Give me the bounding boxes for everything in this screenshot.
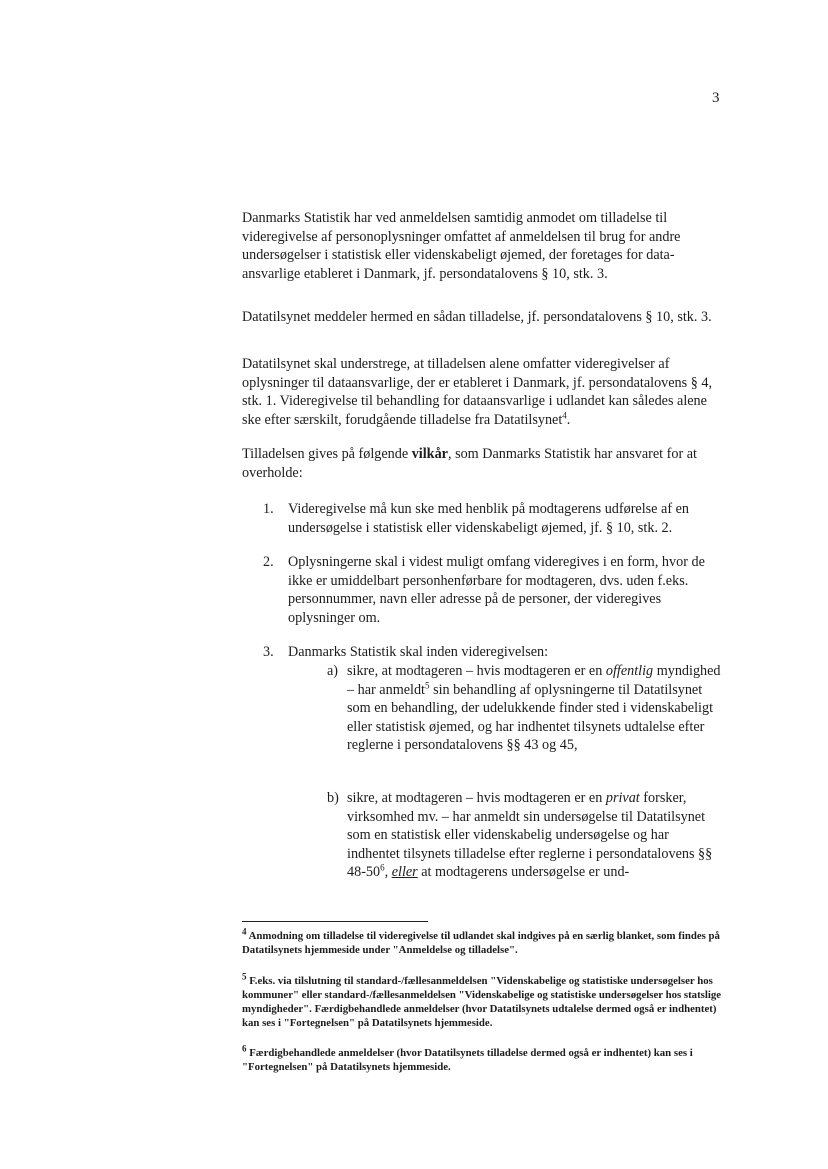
condition-text-2: Oplysningerne skal i videst muligt omfang videregives i en form, hvor de ikke er umiddelbart personhenførbare for modtageren, dvs. uden f.eks. personnummer, navn eller adresse på de personer, der videregives oplysninger om. (288, 554, 705, 626)
condition-text-3: Danmarks Statistik skal inden videregivelsen: (288, 644, 549, 660)
subcondition-text-b: sikre, at modtageren – hvis modtageren er en privat forsker, virksomhed mv. – har anmeldt sin undersøgelse til Datatilsynet som en statistisk eller videnskabelig undersøgelse og har indhentet tilsynets tilladelse efter reglerne i persondatalovens §§ $48-50^6$, eller at modtagerens undersøgelse er und- (347, 790, 713, 881)
footnote-ref-5[interactable]: 5 (425, 679, 430, 690)
footnote-ref-4[interactable]: 4 (562, 410, 567, 421)
conditions-intro-after: , som Danmarks Statistik har ansvaret for at overholde: (242, 446, 697, 481)
paragraph-restriction-text: Datatilsynet skal understrege, at tilladelsen alene omfatter videregivelser af oplysninger til dataansvarlige, der er etableret i Danmark, jf. persondatalovens § 4, stk. 1. Videregivelse til behandling for dataansvarlige i udlandet kan således alene ske efter særskilt, forudgående tilladelse fra Datatilsynet (242, 356, 712, 428)
footnote-divider (242, 921, 428, 922)
paragraph-permission: Datatilsynet meddeler hermed en sådan tilladelse, jf. persondatalovens § 10, stk. 3. (242, 309, 712, 325)
footnote-6-text: Færdigbehandlede anmeldelser (hvor Datatilsynets tilladelse dermed også er indhentet) kan ses i "Fortegnelsen" på Datatilsynets hjemmeside. (242, 1047, 693, 1073)
footnote-6-number: 6 (242, 1043, 247, 1054)
condition-number-2: 2. (263, 554, 274, 570)
condition-text-1: Videregivelse må kun ske med henblik på modtagerens udførelse af en undersøgelse i statistisk eller videnskabeligt øjemed, jf. § 10, stk. 2. (288, 501, 689, 536)
subcondition-text-a: sikre, at modtageren – hvis modtageren er en offentlig myndighed – har anmeldt$^5$ sin behandling af oplysningerne til Datatilsynet som en behandling, der udelukkende finder sted i videnskabeligt eller statistisk øjemed, og har indhentet tilsynets udtalelse efter reglerne i persondatalovens §§ 43 og 45, (347, 663, 721, 754)
conditions-intro-bold: vilkår (411, 446, 448, 462)
subcondition-label-b: b) (327, 790, 339, 806)
condition-number-1: 1. (263, 501, 274, 517)
footnote-4 (242, 926, 724, 957)
paragraph-conditions-intro (242, 445, 722, 482)
footnote-5-number: 5 (242, 971, 247, 982)
condition-number-3: 3. (263, 644, 274, 660)
footnote-6 (242, 1043, 724, 1074)
paragraph-request: Danmarks Statistik har ved anmeldelsen samtidig anmodet om tilladelse til videregivelse af personoplysninger omfattet af anmeldelsen til brug for andre undersøgelser i statistisk eller videnskabeligt øjemed, der foretages for dataansvarlige etableret i Danmark, jf. persondatalovens § 10, stk. 3. (242, 210, 681, 282)
subcondition-label-a: a) (327, 663, 339, 679)
italic-privat: privat (605, 790, 640, 806)
emphasis-eller: eller (391, 864, 418, 881)
paragraph-restriction-end: . (566, 411, 571, 428)
footnote-5-text: F.eks. via tilslutning til standard-/fællesanmeldelsen "Videnskabelige og statistiske undersøgelser hos kommuner" eller standard-/fællesanmeldelsen "Videnskabelige og statistiske undersøgelser hos statslige myndigheder". Færdigbehandlede anmeldelser (hvor Datatilsynets udtalelse dermed også er indhentet) kan ses i "Fortegnelsen" på Datatilsynets hjemmeside. (242, 975, 722, 1029)
paragraph-restriction (242, 355, 722, 429)
footnote-4-text: Anmodning om tilladelse til videregivelse til udlandet skal indgives på en særlig blanket, som findes på Datatilsynets hjemmeside under "Anmeldelse og tilladelse". (242, 930, 720, 956)
footnote-ref-6[interactable]: 6 (380, 862, 385, 873)
footnote-5 (242, 971, 724, 1030)
page-number: 3 (712, 90, 720, 106)
footnote-4-number: 4 (242, 926, 247, 937)
conditions-intro-before: Tilladelsen gives på følgende (242, 446, 412, 462)
italic-offentlig: offentlig (605, 663, 654, 679)
